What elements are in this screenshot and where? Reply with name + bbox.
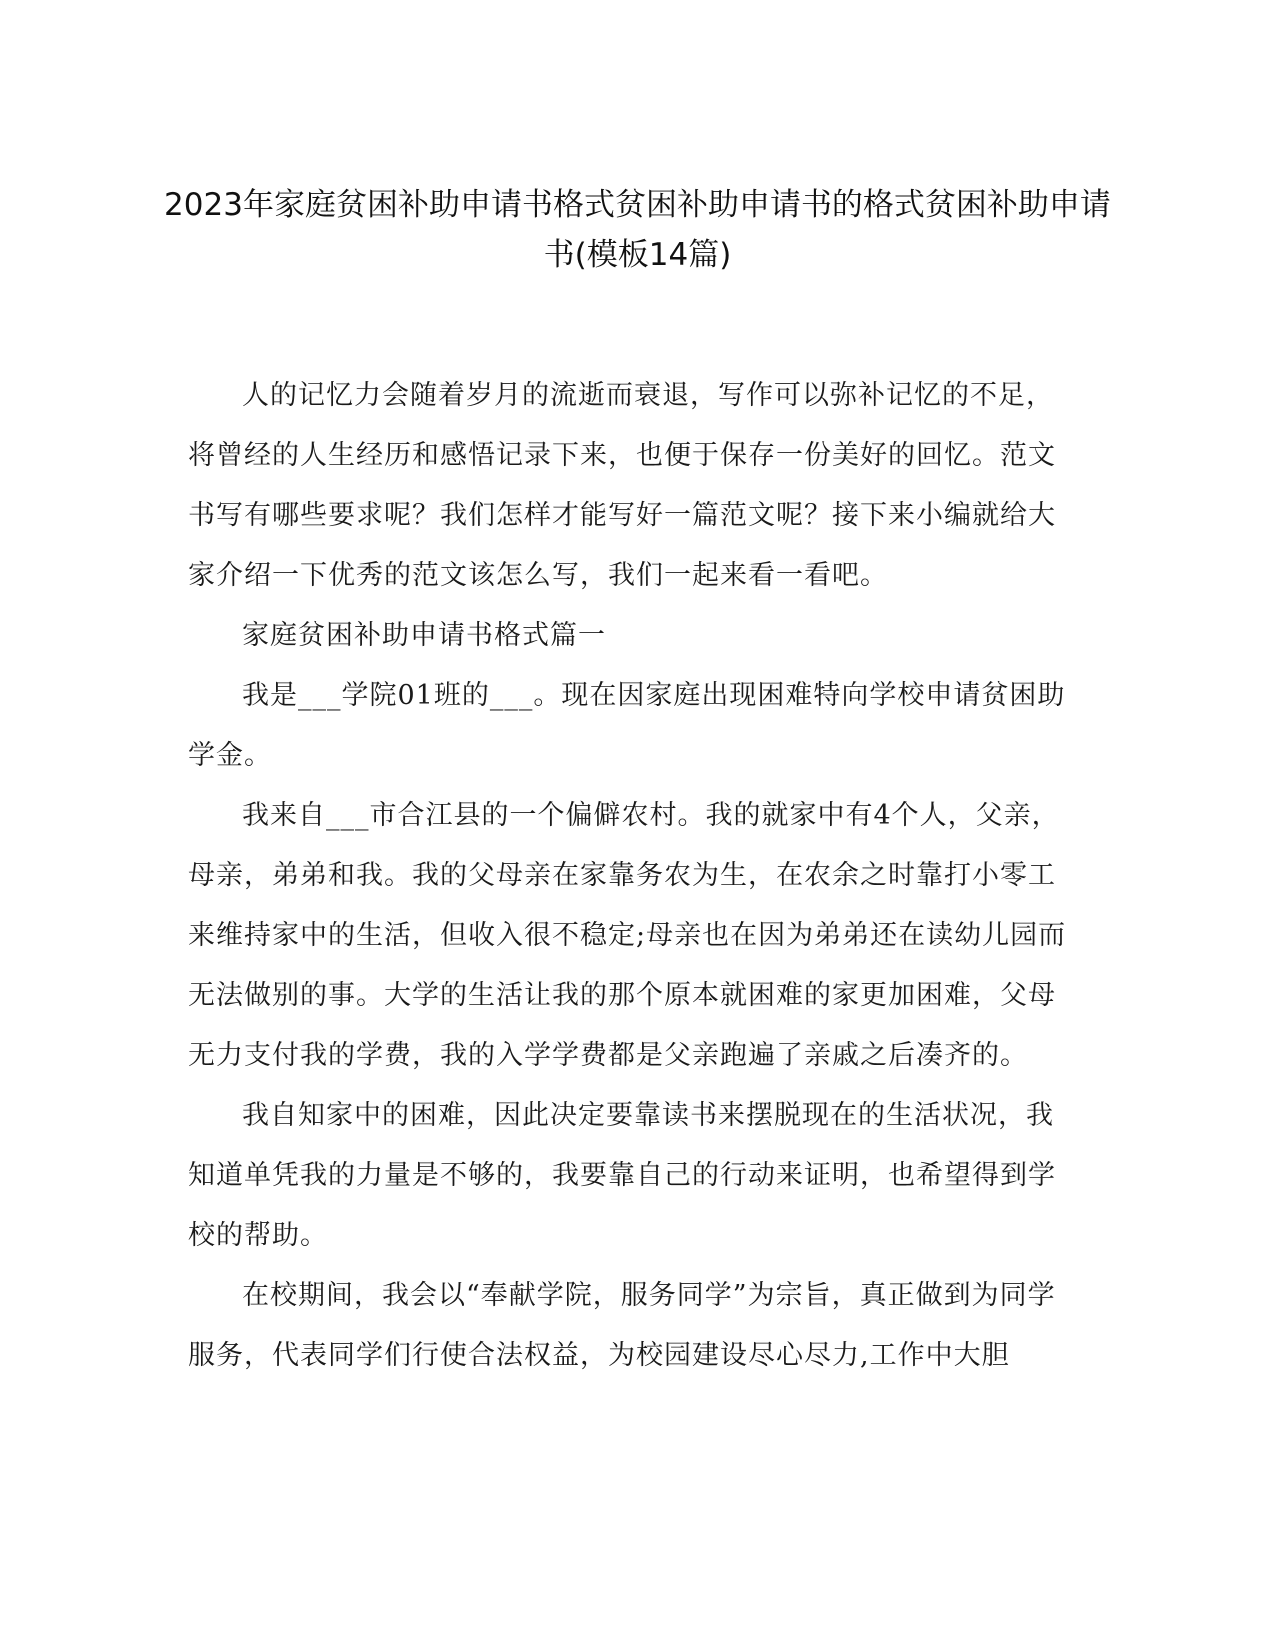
body-paragraph-4: 在校期间，我会以“奉献学院，服务同学”为宗旨，真正做到为同学服务，代表同学们行使合法权益，为校园建设尽心尽力,工作中大胆: [188, 1280, 1056, 1371]
document-title: 2023年家庭贫困补助申请书格式贫困补助申请书的格式贫困补助申请书(模板14篇): [164, 187, 1111, 273]
body-paragraph-2: 我来自___市合江县的一个偏僻农村。我的就家中有4个人，父亲，母亲，弟弟和我。我的父母亲在家靠务农为生，在农余之时靠打小零工来维持家中的生活，但收入很不稳定;母亲也在因为弟弟还在读幼儿园而无法做别的事。大学的生活让我的那个原本就困难的家更加困难，父母无力支付我的学费，我的入学学费都是父亲跑遍了亲戚之后凑齐的。: [188, 800, 1067, 1071]
body-paragraph-1: 我是___学院01班的___。现在因家庭出现困难特向学校申请贫困助学金。: [188, 680, 1066, 771]
section-heading: 家庭贫困补助申请书格式篇一: [242, 620, 606, 651]
intro-paragraph: 人的记忆力会随着岁月的流逝而衰退，写作可以弥补记忆的不足，将曾经的人生经历和感悟记录下来，也便于保存一份美好的回忆。范文书写有哪些要求呢？我们怎样才能写好一篇范文呢？接下来小编就给大家介绍一下优秀的范文该怎么写，我们一起来看一看吧。: [188, 380, 1056, 591]
body-paragraph-3: 我自知家中的困难，因此决定要靠读书来摆脱现在的生活状况，我知道单凭我的力量是不够的，我要靠自己的行动来证明，也希望得到学校的帮助。: [188, 1100, 1056, 1251]
document-body: [188, 366, 1068, 1386]
